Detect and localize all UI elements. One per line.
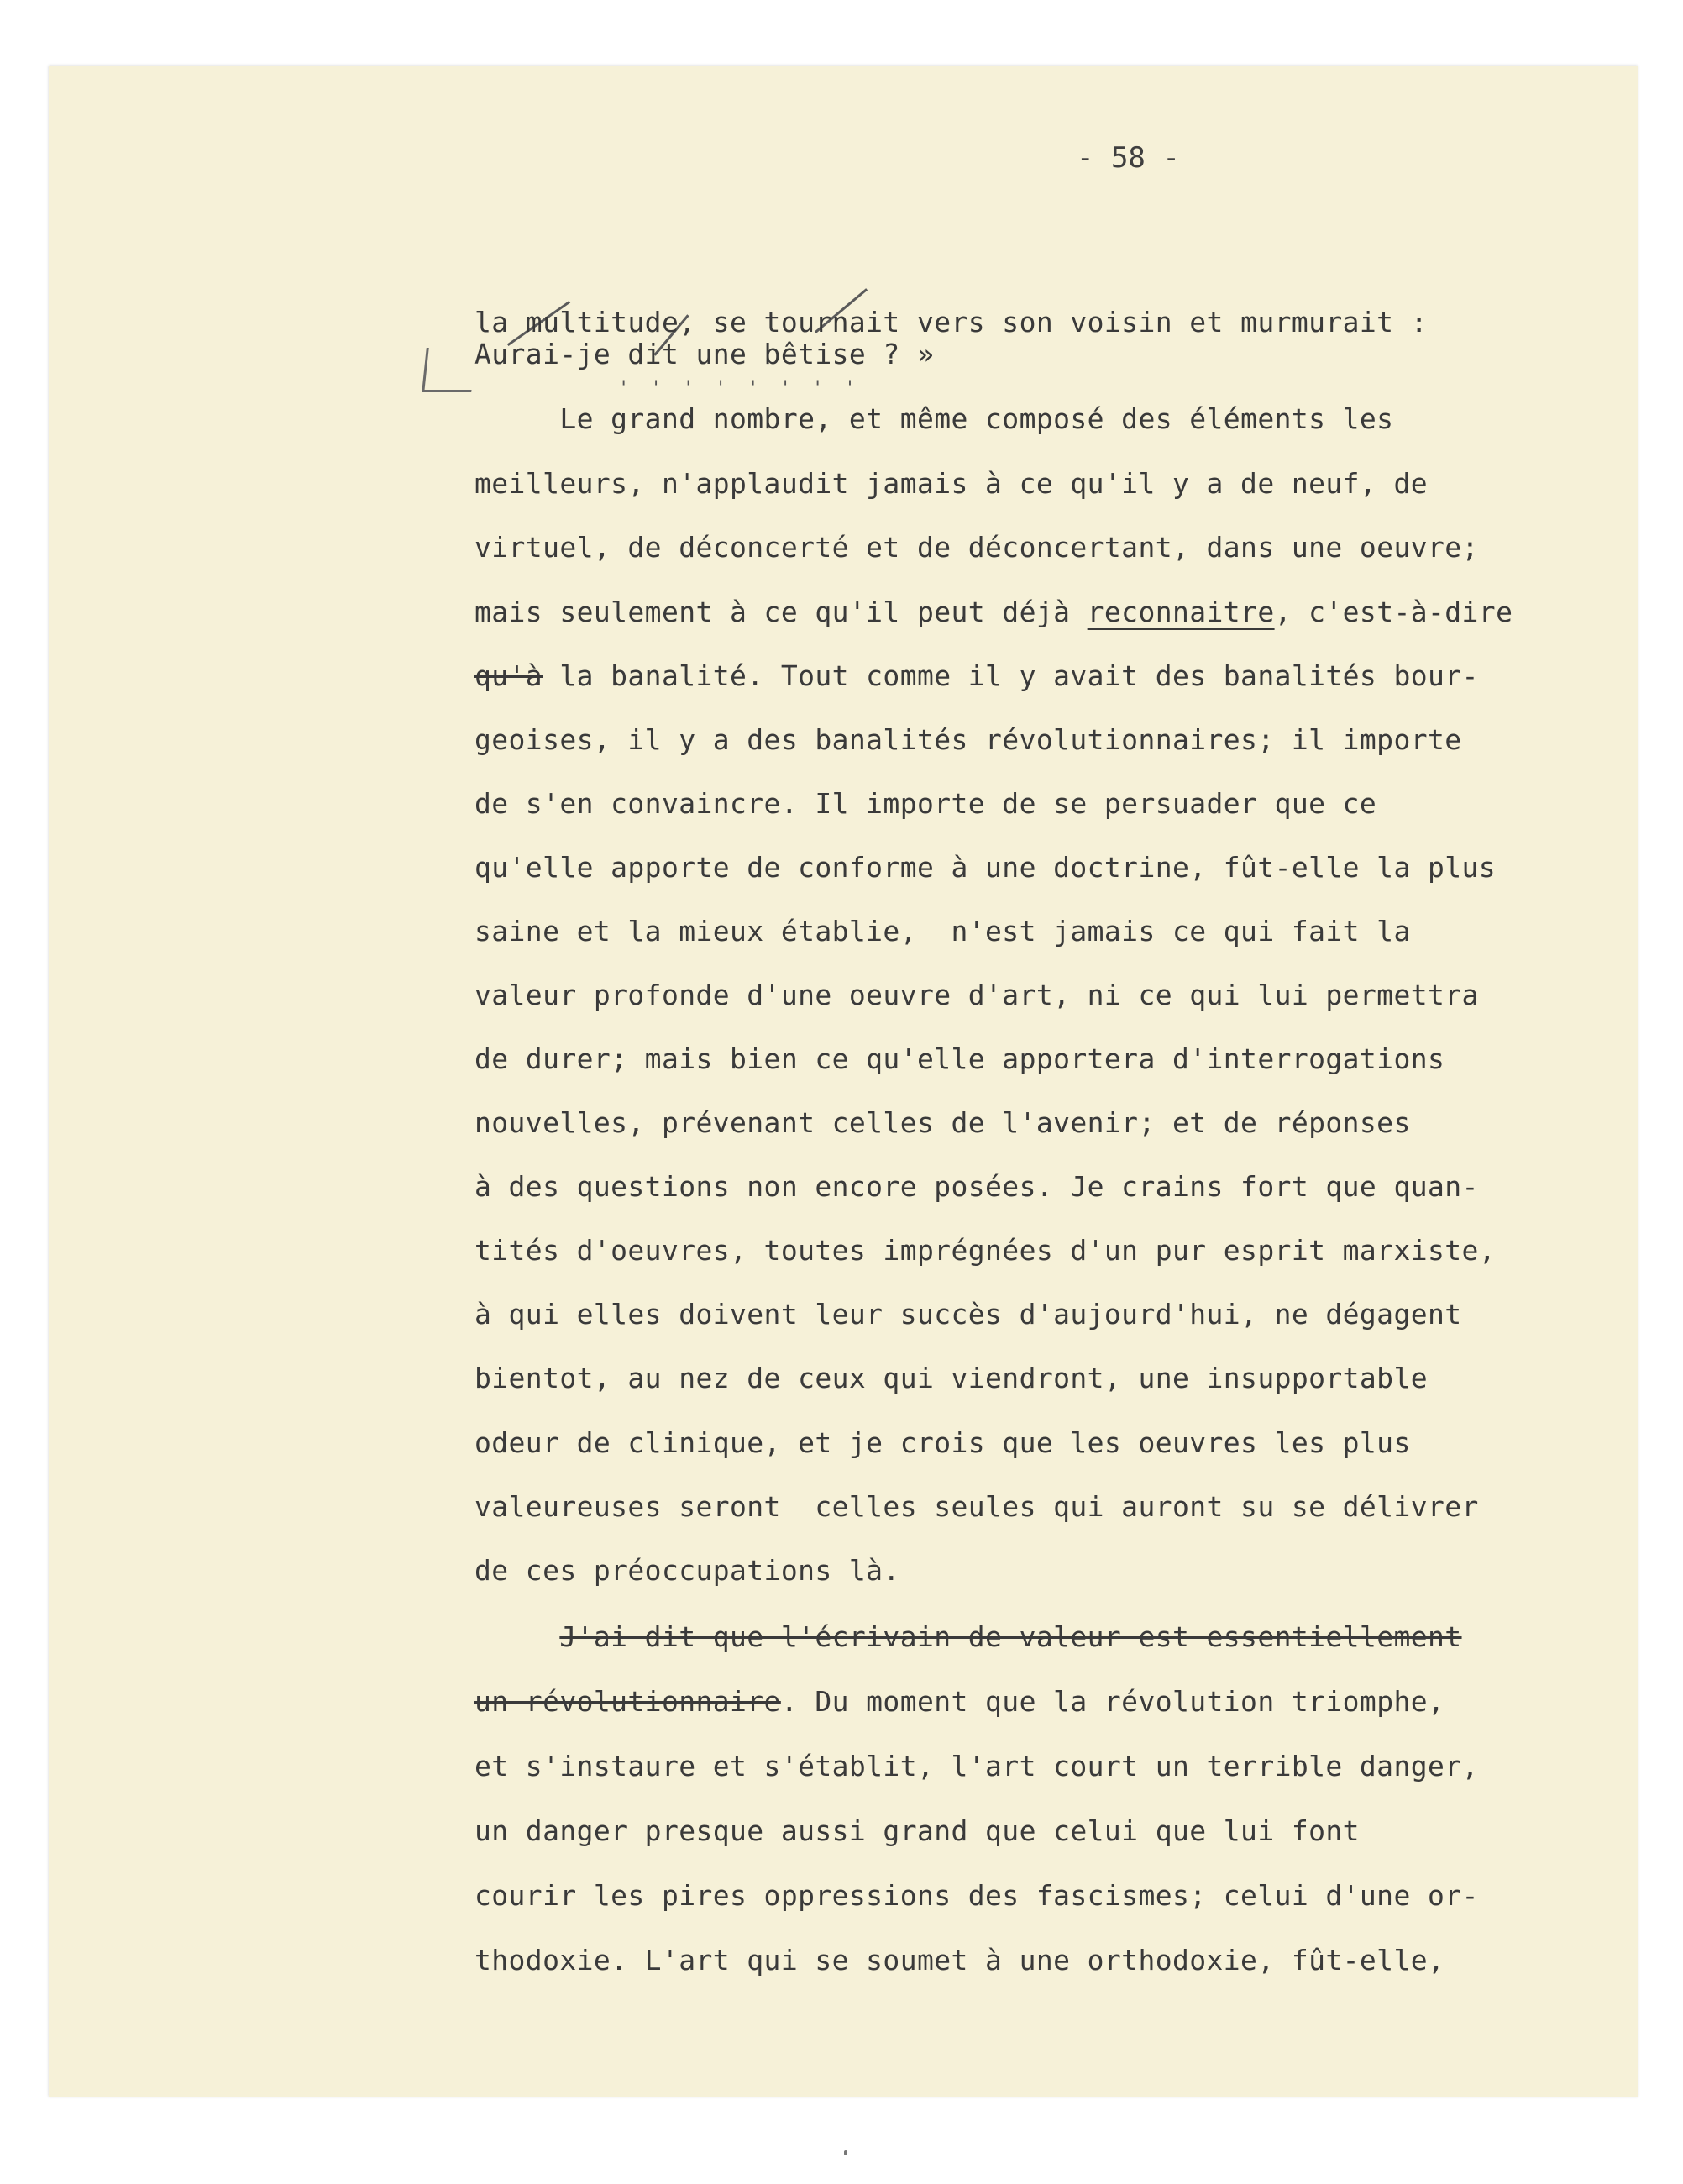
text-line: la multitude, se tournait vers son voisin et murmurait :: [474, 306, 1428, 339]
text-line: à des questions non encore posées. Je crains fort que quan-: [474, 1170, 1479, 1203]
text-line: valeureuses seront celles seules qui auront su se délivrer: [474, 1490, 1479, 1523]
text-segment: la banalité. Tout comme il y avait des banalités bour-: [543, 659, 1479, 692]
margin-bracket-mark: [422, 348, 476, 392]
text-segment: , c'est-à-dire: [1274, 596, 1513, 628]
text-line: [474, 1685, 1445, 1718]
text-line: [474, 598, 1513, 626]
text-line: saine et la mieux établie, n'est jamais ce qui fait la: [474, 915, 1411, 948]
text-line: tités d'oeuvres, toutes imprégnées d'un pur esprit marxiste,: [474, 1234, 1497, 1267]
text-line: odeur de clinique, et je crois que les oeuvres les plus: [474, 1426, 1411, 1459]
text-segment: . Du moment que la révolution triomphe,: [780, 1685, 1445, 1718]
text-line: meilleurs, n'applaudit jamais à ce qu'il y a de neuf, de: [474, 467, 1428, 500]
text-line: à qui elles doivent leur succès d'aujourd'hui, ne dégagent: [474, 1298, 1462, 1331]
text-line: de s'en convaincre. Il importe de se persuader que ce: [474, 787, 1377, 820]
text-line: qu'elle apporte de conforme à une doctrine, fût-elle la plus: [474, 851, 1497, 884]
indent: [474, 1620, 559, 1653]
text-line: thodoxie. L'art qui se soumet à une orthodoxie, fût-elle,: [474, 1944, 1445, 1977]
text-line: nouvelles, prévenant celles de l'avenir; et de réponses: [474, 1106, 1411, 1139]
text-line: de durer; mais bien ce qu'elle apportera d'interrogations: [474, 1042, 1445, 1075]
text-line: de ces préoccupations là.: [474, 1554, 900, 1587]
text-line: courir les pires oppressions des fascismes; celui d'une or-: [474, 1879, 1479, 1912]
stray-mark: [844, 2150, 847, 2155]
pen-tick-marks: ' ' ' ' ' ' ' ': [618, 378, 861, 399]
page-number: - 58 -: [1077, 141, 1180, 175]
text-line: un danger presque aussi grand que celui que lui font: [474, 1814, 1360, 1847]
text-line: valeur profonde d'une oeuvre d'art, ni ce qui lui permettra: [474, 979, 1479, 1011]
text-line: virtuel, de déconcerté et de déconcertant, dans une oeuvre;: [474, 531, 1479, 564]
text-line: [474, 659, 1479, 692]
struck-phrase: un révolutionnaire: [474, 1685, 781, 1718]
underlined-word: reconnaitre: [1087, 596, 1275, 628]
struck-word: qu'à: [474, 659, 543, 692]
text-line: Le grand nombre, et même composé des éléments les: [474, 402, 1394, 435]
text-line: geoises, il y a des banalités révolutionnaires; il importe: [474, 723, 1462, 756]
text-line: Aurai-je dit une bêtise ? »: [474, 338, 935, 370]
text-line: bientot, au nez de ceux qui viendront, une insupportable: [474, 1362, 1428, 1394]
text-segment: mais seulement à ce qu'il peut déjà: [474, 596, 1088, 628]
text-line: et s'instaure et s'établit, l'art court un terrible danger,: [474, 1750, 1479, 1782]
text-line: [474, 1620, 1462, 1653]
struck-sentence: J'ai dit que l'écrivain de valeur est essentiellement: [559, 1620, 1462, 1653]
